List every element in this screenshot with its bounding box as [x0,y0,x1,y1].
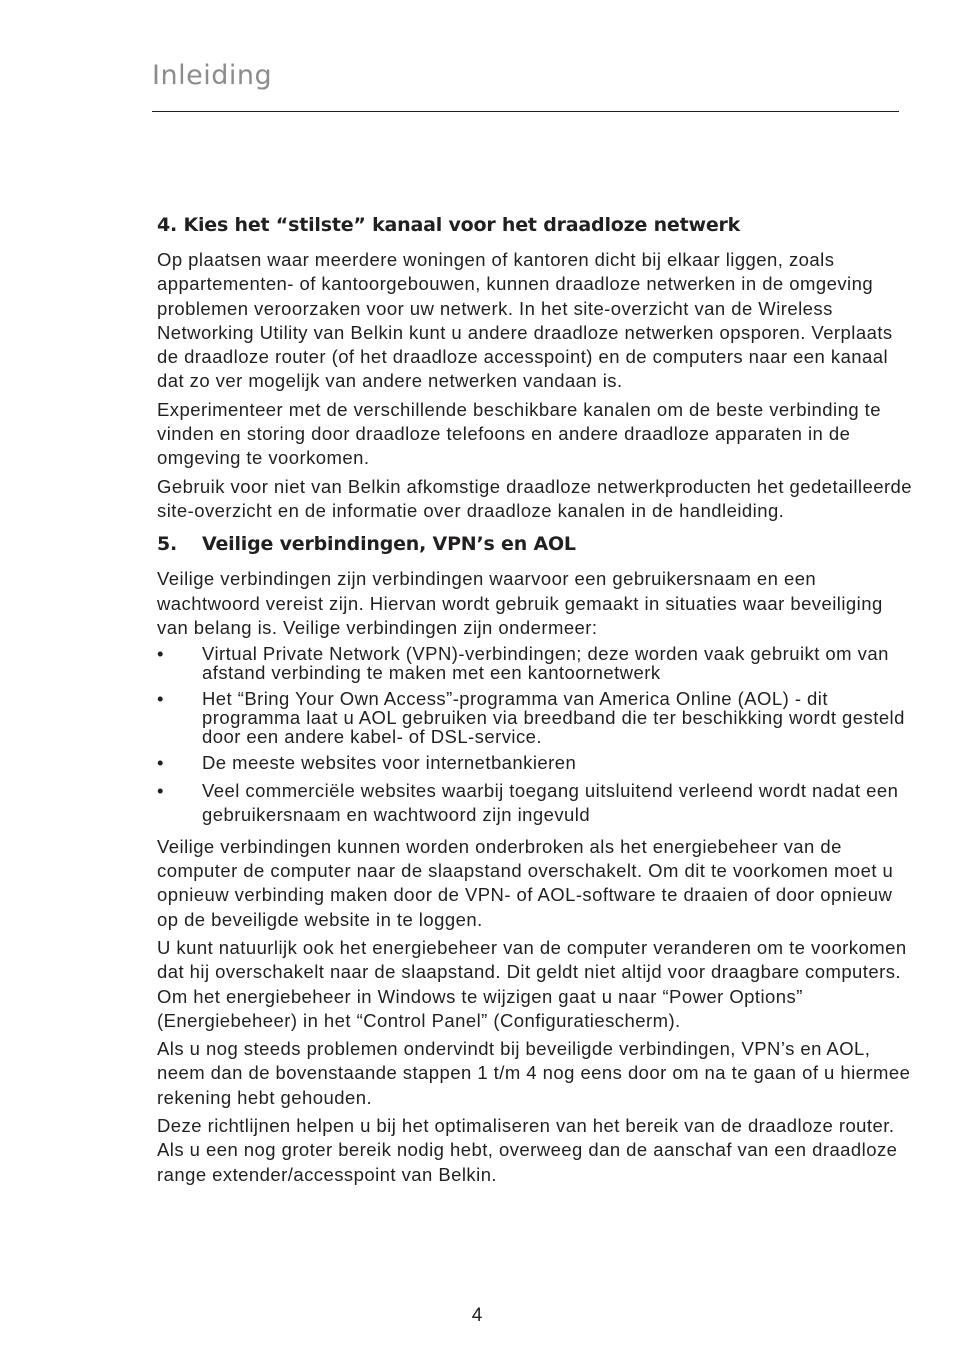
section-5-number: 5. [157,533,178,556]
page-header-title: Inleiding [152,60,273,91]
list-item [157,644,919,682]
section-5-paragraph: Veilige verbindingen kunnen worden onderbroken als het energiebeheer van de computer de computer naar de slaapstand overschakelt. Om dit te voorkomen moet u opnieuw verbinding maken door de VPN- of AOL-software te draaien of door opnieuw op de beveiligde website in te loggen. [157,835,894,930]
page-body [157,214,919,1191]
bullet-icon: • [157,752,164,774]
section-4-heading: 4. Kies het “stilste” kanaal voor het draadloze netwerk [157,214,741,236]
section-4-paragraph: Gebruik voor niet van Belkin afkomstige draadloze netwerkproducten het gedetailleerde site-overzicht en de informatie over draadloze kanalen in de handleiding. [157,475,913,521]
list-item-text: Het “Bring Your Own Access”-programma van America Online (AOL) - dit programma laat u AOL gebruiken via breedband die ter beschikking wordt gesteld door een andere kabel- of DSL-service. [202,688,905,748]
section-5-intro: Veilige verbindingen zijn verbindingen waarvoor een gebruikersnaam en een wachtwoord vereist zijn. Hiervan wordt gebruik gemaakt in situaties waar beveiliging van belang is. Veilige verbindingen zijn ondermeer: [157,568,883,638]
bullet-icon: • [157,643,164,665]
bullet-icon: • [157,688,164,710]
section-5-paragraph: U kunt natuurlijk ook het energiebeheer van de computer veranderen om te voorkomen dat hij overschakelt naar de slaapstand. Dit geldt niet altijd voor draagbare computers. Om het energiebeheer in Windows te wijzigen gaat u naar “Power Options” (Energiebeheer) in het “Control Panel” (Configuratiescherm). [157,936,907,1031]
page-number: 4 [471,1305,483,1326]
section-5-paragraph: Als u nog steeds problemen ondervindt bij beveiligde verbindingen, VPN’s en AOL, neem dan de bovenstaande stappen 1 t/m 4 nog eens door om na te gaan of u hiermee rekening hebt gehouden. [157,1038,911,1108]
section-4-paragraph: Op plaatsen waar meerdere woningen of kantoren dicht bij elkaar liggen, zoals appartementen- of kantoorgebouwen, kunnen draadloze netwerken in de omgeving problemen veroorzaken voor uw netwerk. In het site-overzicht van de Wireless Networking Utility van Belkin kunt u andere draadloze netwerken opsporen. Verplaats de draadloze router (of het draadloze accesspoint) en de computers naar een kanaal dat zo ver mogelijk van andere netwerken vandaan is. [157,249,893,392]
header-divider [152,111,899,112]
list-item [157,689,919,746]
section-5-heading-text: Veilige verbindingen, VPN’s en AOL [202,533,576,556]
section-5-paragraph: Deze richtlijnen helpen u bij het optimaliseren van het bereik van de draadloze router. Als u een nog groter bereik nodig hebt, overweeg dan de aanschaf van een draadloze range extender/accesspoint van Belkin. [157,1115,898,1185]
list-item-text: Veel commerciële websites waarbij toegang uitsluitend verleend wordt nadat een gebruikersnaam en wachtwoord zijn ingevuld [202,780,899,826]
section-5-heading [157,533,919,555]
list-item-text: De meeste websites voor internetbankieren [202,752,577,774]
list-item [157,753,919,772]
secure-connections-list [157,644,919,828]
list-item-text: Virtual Private Network (VPN)-verbindingen; deze worden vaak gebruikt om van afstand verbinding te maken met een kantoornetwerk [202,643,889,684]
section-4-paragraph: Experimenteer met de verschillende beschikbare kanalen om de beste verbinding te vinden en storing door draadloze telefoons en andere draadloze apparaten in de omgeving te voorkomen. [157,398,881,469]
bullet-icon: • [157,780,164,802]
list-item [157,779,919,828]
